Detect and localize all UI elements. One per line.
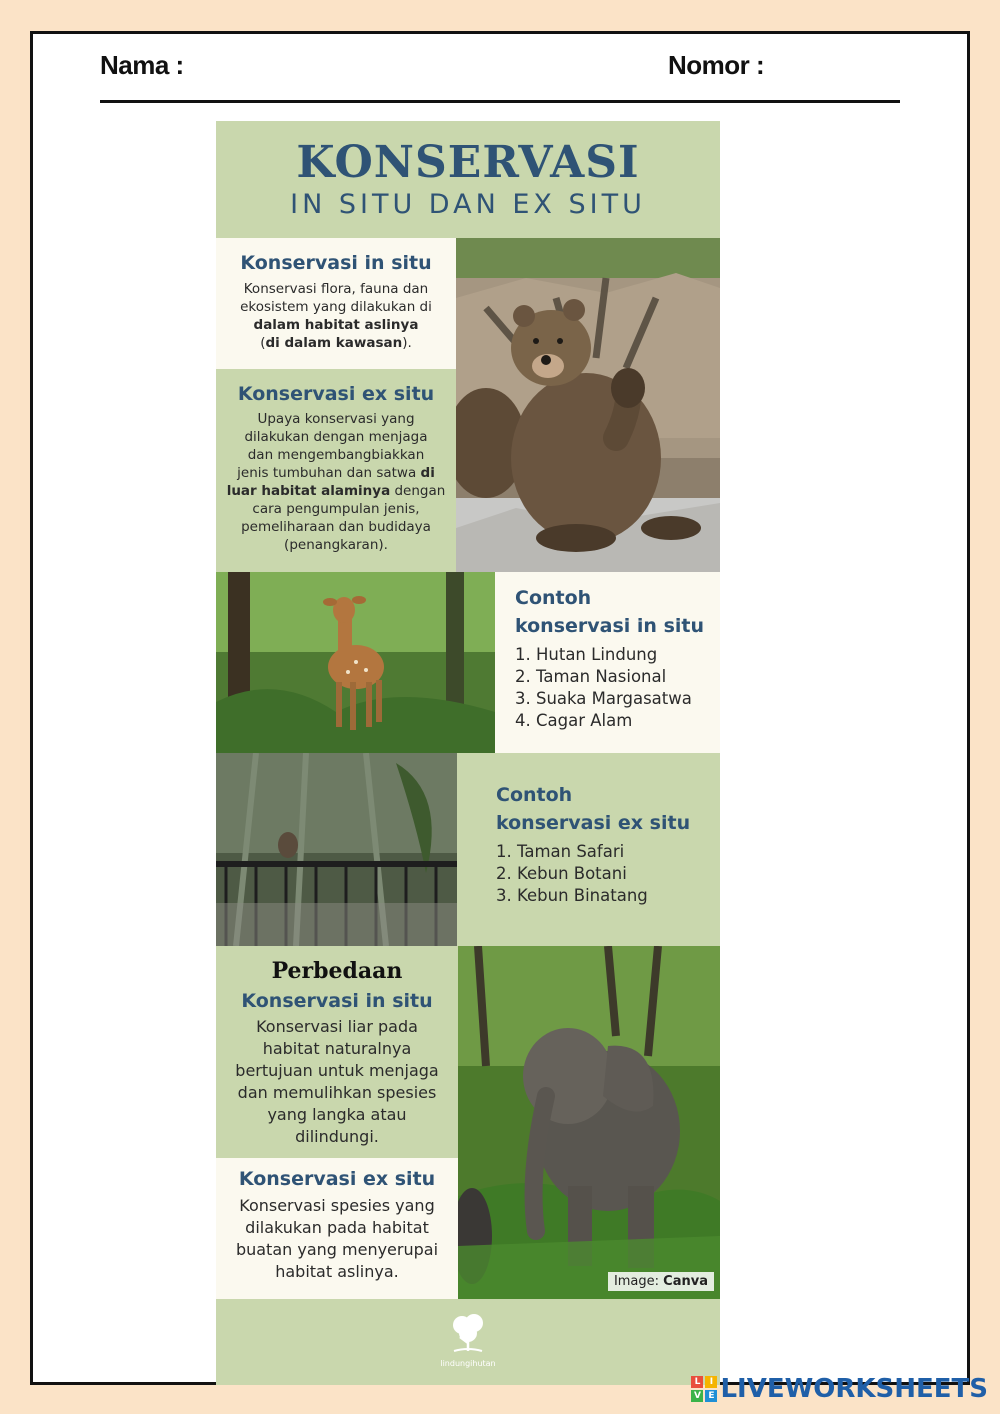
difference-in-situ-text [216, 1016, 458, 1148]
difference-in-situ-line: Konservasi liar pada [256, 1017, 418, 1036]
difference-in-situ-heading: Konservasi in situ [241, 990, 433, 1012]
difference-ex-situ-line: habitat aslinya. [275, 1262, 399, 1281]
footer-logo-text: lindungihutan [440, 1359, 496, 1368]
difference-ex-situ-heading: Konservasi ex situ [238, 1168, 436, 1190]
liveworksheets-brand [691, 1374, 988, 1404]
ex-situ-line-2: dilakukan dengan menjaga [244, 429, 428, 445]
ex-situ-examples-heading [496, 781, 720, 837]
in-situ-examples-list [515, 644, 720, 732]
difference-in-situ-line: dilindungi. [295, 1127, 379, 1146]
list-item: 1. Taman Safari [496, 842, 625, 861]
difference-ex-situ-line: buatan yang menyerupai [235, 1240, 439, 1259]
poster-title-block [216, 121, 720, 238]
difference-ex-situ-line: Konservasi spesies yang [239, 1196, 435, 1215]
list-item: 3. Suaka Margasatwa [515, 689, 692, 708]
in-situ-line-4: di dalam kawasan [265, 335, 403, 351]
ex-situ-definition-panel [216, 369, 456, 572]
in-situ-examples-heading-line-2: konservasi in situ [515, 615, 704, 637]
image-credit [608, 1272, 714, 1291]
difference-in-situ-line: habitat naturalnya [262, 1039, 412, 1058]
in-situ-examples-heading-line-1: Contoh [515, 587, 592, 609]
ex-situ-heading: Konservasi ex situ [237, 383, 435, 405]
image-credit-prefix: Image: [613, 1274, 664, 1289]
brand-logo-icon: L I V E [691, 1376, 717, 1402]
ex-situ-examples-heading-line-1: Contoh [496, 784, 573, 806]
ex-situ-examples-panel [457, 753, 720, 946]
in-situ-paren-close: ). [402, 335, 412, 351]
difference-in-situ-panel [216, 946, 458, 1158]
name-label: Nama : [100, 50, 184, 80]
deer-photo [216, 572, 495, 753]
ex-situ-line-5-bold: luar habitat alaminya [226, 483, 391, 499]
brand-text: LIVEWORKSHEETS [720, 1374, 988, 1404]
in-situ-paren-open: ( [260, 335, 266, 351]
difference-ex-situ-text [216, 1195, 458, 1283]
difference-in-situ-line: yang langka atau [267, 1105, 407, 1124]
ex-situ-line-4: jenis tumbuhan dan satwa [237, 465, 421, 481]
poster-footer [216, 1299, 720, 1385]
in-situ-definition-panel [216, 238, 456, 369]
list-item: 2. Taman Nasional [515, 667, 667, 686]
number-label: Nomor : [668, 50, 765, 80]
difference-ex-situ-panel [216, 1158, 458, 1299]
tree-logo-icon [448, 1311, 488, 1355]
in-situ-examples-panel [495, 572, 720, 753]
enclosure-photo [216, 753, 457, 946]
ex-situ-line-7: pemeliharaan dan budidaya [241, 519, 431, 535]
difference-ex-situ-line: dilakukan pada habitat [245, 1218, 429, 1237]
ex-situ-line-1: Upaya konservasi yang [257, 411, 415, 427]
difference-in-situ-line: dan memulihkan spesies [237, 1083, 437, 1102]
poster-title: KONSERVASI [296, 137, 640, 188]
ex-situ-line-5: dengan [390, 483, 446, 499]
in-situ-line-3: dalam habitat aslinya [253, 317, 419, 333]
elephant-photo [458, 946, 720, 1299]
in-situ-line-1: Konservasi flora, fauna dan [243, 281, 429, 297]
list-item: 1. Hutan Lindung [515, 645, 658, 664]
list-item: 4. Cagar Alam [515, 711, 633, 730]
ex-situ-examples-list [496, 841, 720, 907]
ex-situ-line-8: (penangkaran). [284, 537, 388, 553]
in-situ-heading: Konservasi in situ [240, 252, 432, 274]
ex-situ-line-3: dan mengembangbiakkan [247, 447, 425, 463]
ex-situ-definition [216, 410, 456, 554]
poster-subtitle: IN SITU DAN EX SITU [290, 189, 646, 220]
list-item: 2. Kebun Botani [496, 864, 627, 883]
bear-photo [456, 238, 720, 572]
infographic-poster [216, 121, 720, 1385]
in-situ-definition [216, 280, 456, 352]
in-situ-examples-heading [515, 584, 720, 640]
ex-situ-line-6: cara pengumpulan jenis, [252, 501, 420, 517]
header-underline [100, 100, 900, 103]
image-credit-source: Canva [663, 1274, 708, 1289]
list-item: 3. Kebun Binatang [496, 886, 648, 905]
difference-in-situ-line: bertujuan untuk menjaga [235, 1061, 439, 1080]
in-situ-line-2: ekosistem yang dilakukan di [240, 299, 432, 315]
ex-situ-examples-heading-line-2: konservasi ex situ [496, 812, 691, 834]
difference-heading: Perbedaan [271, 958, 403, 984]
ex-situ-line-4-bold: di [420, 465, 435, 481]
